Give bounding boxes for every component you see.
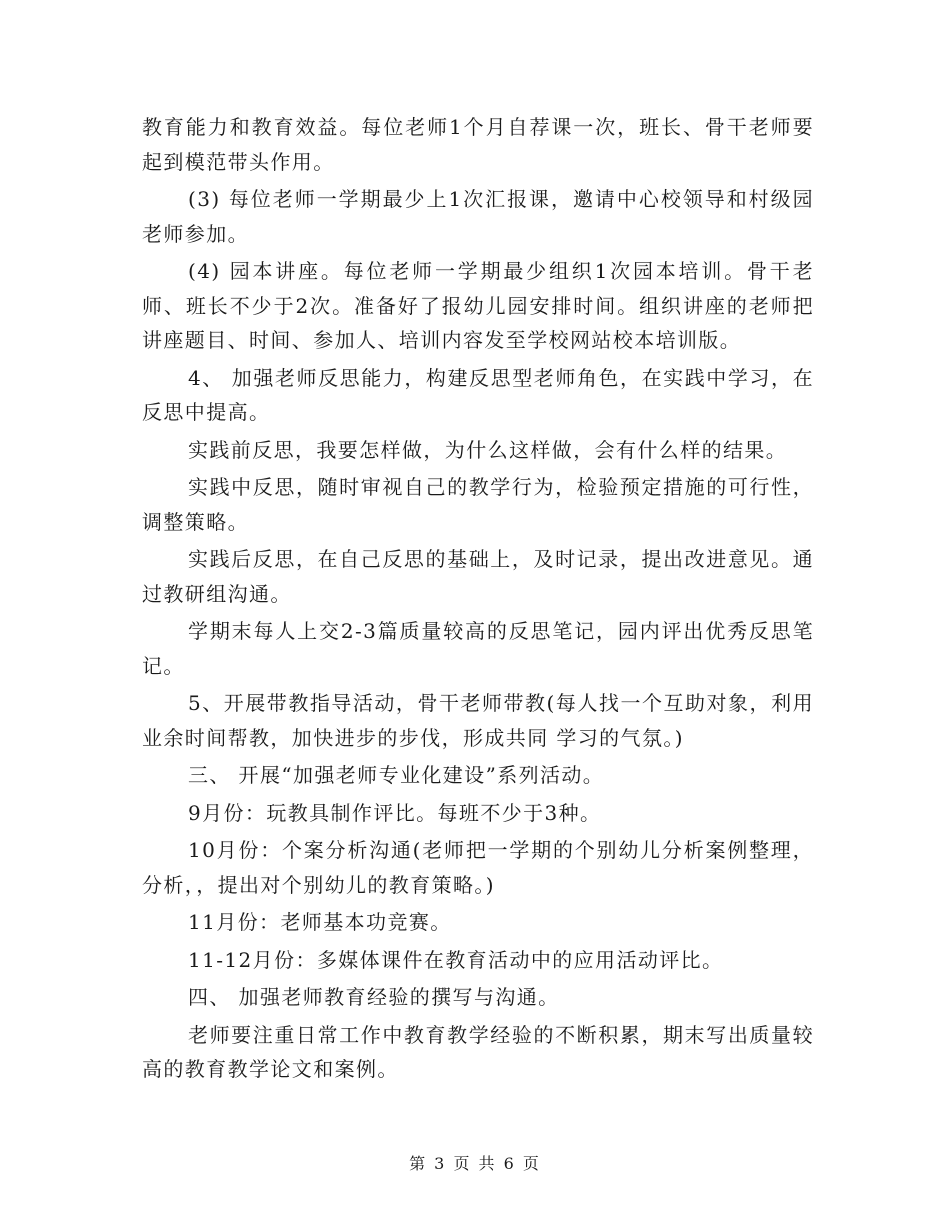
paragraph-report-lesson: (3) 每位老师一学期最少上1次汇报课，邀请中心校领导和村级园老师参加。 [142, 187, 814, 246]
paragraph-experience-writing: 老师要注重日常工作中教育教学经验的不断积累，期末写出质量较高的教育教学论文和案例。 [142, 1022, 814, 1081]
section-heading-3: 三、 开展“加强老师专业化建设”系列活动。 [188, 763, 605, 787]
document-body [142, 110, 814, 1090]
paragraph-november: 11月份：老师基本功竞赛。 [188, 910, 452, 934]
section-heading-4: 四、 加强老师教育经验的撰写与沟通。 [188, 985, 560, 1009]
paragraph-during-practice: 实践中反思，随时审视自己的教学行为，检验预定措施的可行性，调整策略。 [142, 475, 814, 534]
paragraph-september: 9月份：玩教具制作评比。每班不少于3种。 [188, 800, 602, 825]
paragraph-lecture: (4) 园本讲座。每位老师一学期最少组织1次园本培训。骨干老师、班长不少于2次。准备好了报幼儿园安排时间。组织讲座的老师把讲座题目、时间、参加人、培训内容发至学校网站校本培训版。 [142, 259, 814, 352]
paragraph-before-practice: 实践前反思，我要怎样做，为什么这样做，会有什么样的结果。 [188, 437, 788, 462]
paragraph-mentoring: 5、开展带教指导活动，骨干老师带教(每人找一个互助对象，利用业余时间帮教，加快进步的步伐，形成共同 学习的气氛。) [142, 691, 814, 750]
paragraph-after-practice: 实践后反思，在自己反思的基础上，及时记录，提出改进意见。通过教研组沟通。 [142, 547, 814, 606]
paragraph-october: 10月份：个案分析沟通(老师把一学期的个别幼儿分析案例整理，分析，，提出对个别幼儿的教育策略。) [142, 838, 814, 897]
paragraph-reflection-notes: 学期末每人上交2-3篇质量较高的反思笔记，园内评出优秀反思笔记。 [142, 619, 814, 678]
paragraph-continuation: 教育能力和教育效益。每位老师1个月自荐课一次，班长、骨干老师要起到模范带头作用。 [142, 115, 814, 174]
page-number-footer: 第 3 页 共 6 页 [409, 1154, 541, 1173]
paragraph-nov-dec: 11-12月份：多媒体课件在教育活动中的应用活动评比。 [188, 947, 724, 972]
paragraph-reflection-heading: 4、 加强老师反思能力，构建反思型老师角色，在实践中学习，在反思中提高。 [142, 365, 814, 424]
